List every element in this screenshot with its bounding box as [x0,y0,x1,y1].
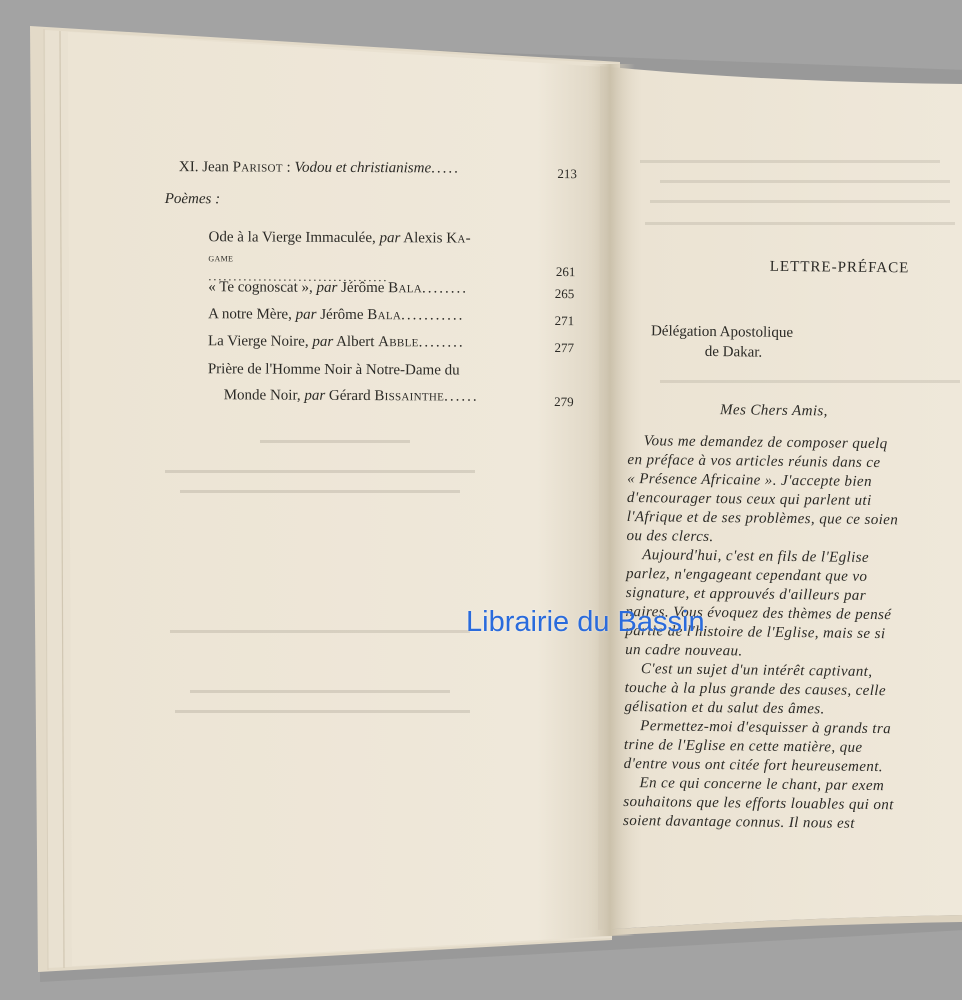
letter-line: gélisation et du salut des âmes. [624,698,825,718]
letter-line: touche à la plus grande des causes, celle [624,679,887,700]
letter-line: souhaitons que les efforts louables qui ont [623,793,894,814]
letter-line: En ce qui concerne le chant, par exem [639,775,885,795]
letter-line: Permettez-moi d'esquisser à grands tra [640,718,892,738]
toc-page-number: 265 [554,286,575,302]
toc-page-number: 271 [554,313,575,329]
toc-entry-parisot: XI. Jean Parisot : Vodou et christianisme..... 213 [179,156,577,181]
watermark-text: Librairie du Bassin [466,606,705,638]
toc-page-number: 213 [557,166,577,182]
letter-line: signature, et approuvés d'ailleurs par [625,584,867,604]
letter-line: l'Afrique et de ses problèmes, que ce soien [626,508,899,529]
toc-author: Parisot [232,159,283,176]
toc-entry-notre-mere: A notre Mère, par Jérôme Bala........... 271 [208,303,574,328]
letter-sender-line2: de Dakar. [704,343,763,361]
letter-sender-line1: Délégation Apostolique [650,323,794,341]
letter-line: d'encourager tous ceux qui parlent uti [626,489,872,509]
toc-title: Vodou et christianisme [294,159,432,177]
letter-line: Vous me demandez de composer quelq [643,433,888,453]
letter-salutation: Mes Chers Amis, [719,402,828,420]
letter-line: « Présence Africaine ». J'accepte bien [627,470,873,490]
letter-line: partie de l'histoire de l'Eglise, mais se si [625,622,886,643]
toc-page-number: 261 [555,264,576,280]
toc-entry-priere: Prière de l'Homme Noir à Notre-Dame du [207,361,460,379]
toc-entry-kagame-cont: game .................................... 261 [208,250,576,285]
letter-line: naires. Vous évoquez des thèmes de pensé [625,603,892,624]
letter-line: ou des clercs. [626,527,714,546]
letter-line: parlez, n'engageant cependant que vo [625,565,868,585]
toc-page-number: 279 [554,394,574,410]
letter-line: trine de l'Eglise en cette matière, que [623,736,863,756]
toc-entry-te-cognoscat: « Te cognoscat », par Jérôme Bala........ 265 [208,276,574,301]
toc-entry-priere-cont: Monde Noir, par Gérard Bissainthe...... 279 [224,384,574,409]
toc-entry-kagame: Ode à la Vierge Immaculée, par Alexis Ka- [208,229,471,247]
letter-line: soient davantage connus. Il nous est [622,812,855,832]
letter-line: C'est un sujet d'un intérêt captivant, [640,661,873,680]
letter-heading: LETTRE-PRÉFACE [769,258,910,277]
letter-line: Aujourd'hui, c'est en fils de l'Eglise [642,547,870,566]
toc-heading-poemes: Poèmes : [164,190,221,208]
letter-line: en préface à vos articles réunis dans ce [627,451,881,472]
letter-line: d'entre vous ont citée fort heureusement. [623,755,884,776]
letter-line: un cadre nouveau. [625,641,743,660]
toc-page-number: 277 [554,340,575,356]
toc-entry-vierge-noire: La Vierge Noire, par Albert Abble........ 277 [208,330,574,355]
